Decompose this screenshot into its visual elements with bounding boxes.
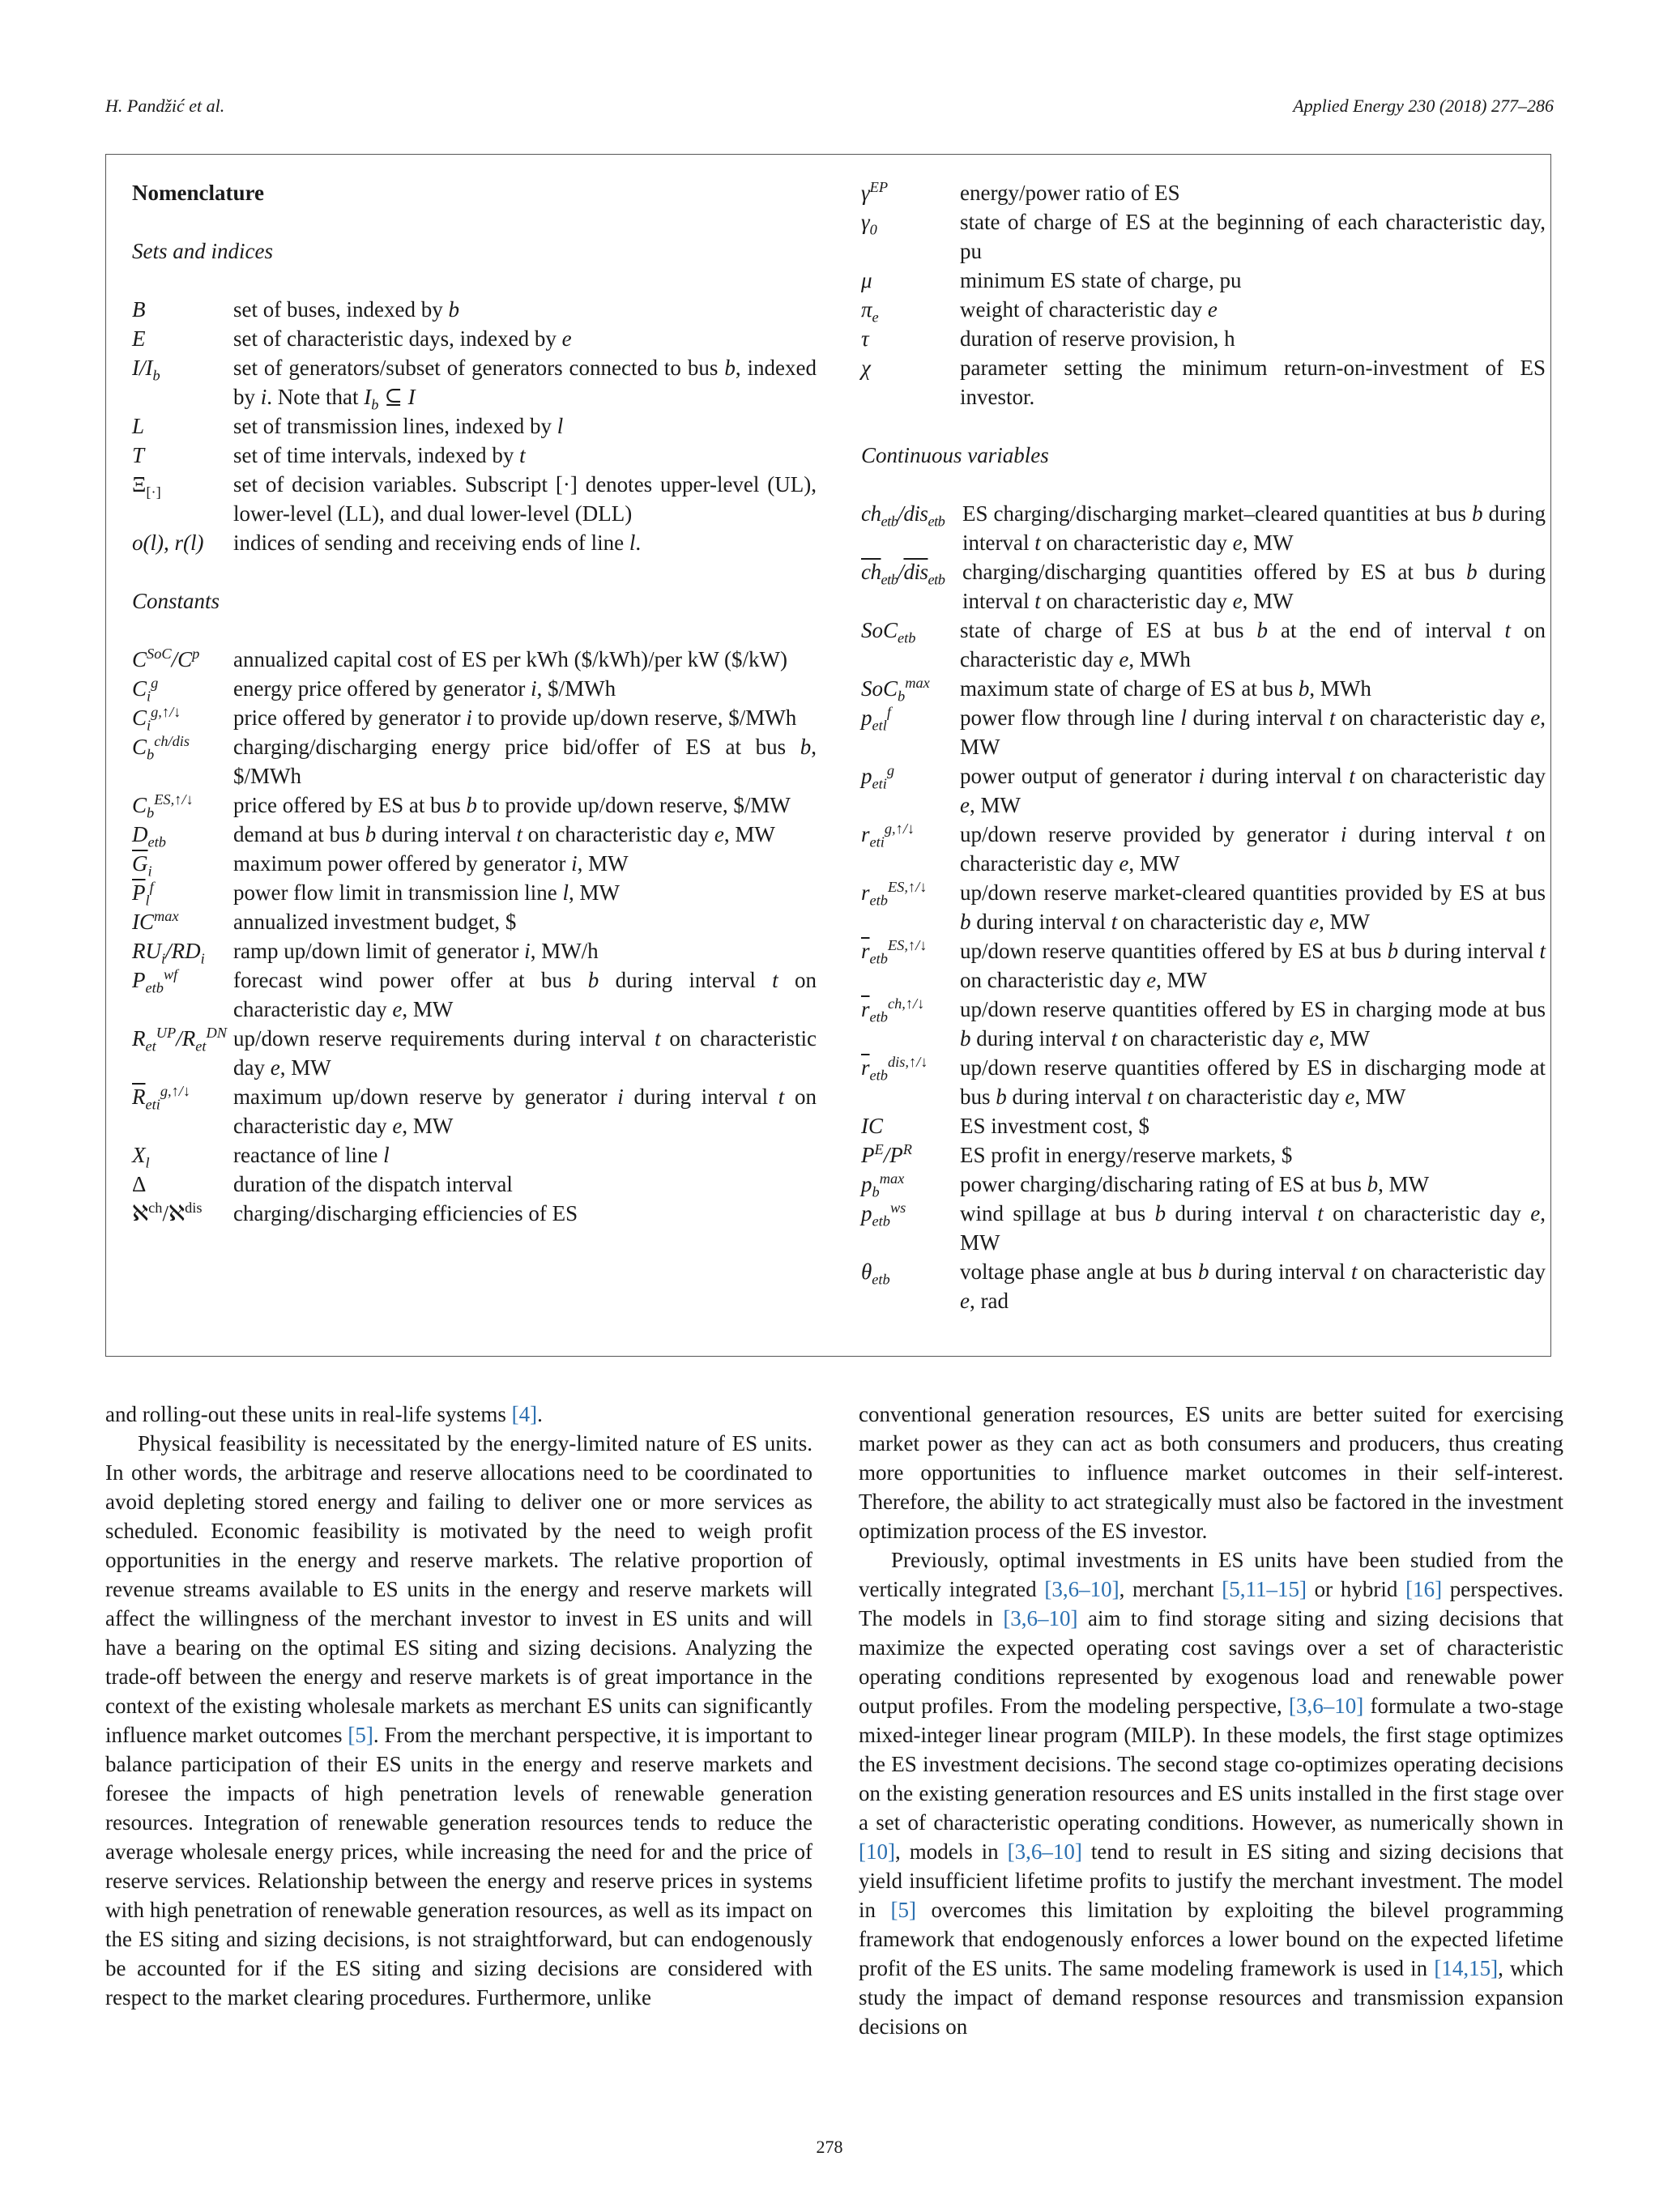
definition: maximum state of charge of ES at bus b, MWh bbox=[960, 676, 1371, 701]
page-number: 278 bbox=[816, 2137, 843, 2157]
paragraph: conventional generation resources, ES units are better suited for exercising market power as they can act as both consumers and producers, thus creating more opportunities to influence market outcomes in their self-interest. Therefore, the ability to act strategically must also be factored in the investment optimization process of the ES investor. bbox=[859, 1402, 1563, 1543]
nomenclature-entry bbox=[132, 441, 817, 470]
nomenclature-entry bbox=[861, 936, 1546, 995]
nomenclature-entry bbox=[132, 1170, 817, 1199]
nomenclature-entry bbox=[861, 1257, 1546, 1315]
citation-link[interactable]: [5] bbox=[890, 1898, 916, 1922]
definition: set of time intervals, indexed by t bbox=[233, 443, 526, 467]
definition: duration of reserve provision, h bbox=[960, 326, 1235, 351]
paragraph: and rolling-out these units in real-life systems [4]. bbox=[105, 1402, 543, 1426]
variables-heading: Continuous variables bbox=[861, 443, 1049, 467]
definition: set of decision variables. Subscript [·] denotes upper-level (UL), lower-level (LL), and dual lower-level (DLL) bbox=[233, 472, 817, 526]
symbol: $P_{etb}^{wf}$ bbox=[132, 966, 178, 996]
definition: ES profit in energy/reserve markets, $ bbox=[960, 1143, 1293, 1167]
nomenclature-entry bbox=[132, 411, 817, 441]
citation-link[interactable]: [10] bbox=[859, 1839, 895, 1864]
definition: charging/discharging quantities offered by ES at bus b during interval t on characteristic day e, MW bbox=[962, 560, 1546, 613]
definition: power flow limit in transmission line l, MW bbox=[233, 880, 620, 905]
definition: parameter setting the minimum return-on-investment of ES investor. bbox=[960, 356, 1546, 409]
nomenclature-entry bbox=[861, 1111, 1546, 1140]
citation-link[interactable]: [3,6–10] bbox=[1007, 1839, 1082, 1864]
nomenclature-entry bbox=[861, 1199, 1546, 1257]
running-header-authors: H. Pandžić et al. bbox=[105, 96, 225, 116]
definition: up/down reserve quantities offered by ES at bus b during interval t on characteristic day e, MW bbox=[960, 939, 1546, 992]
symbol: $C_b^{ch/dis}$ bbox=[132, 733, 190, 763]
definition: annualized capital cost of ES per kWh ($/kWh)/per kW ($/kW) bbox=[233, 647, 788, 671]
symbol: $ch_{etb}/dis_{etb}$ bbox=[861, 501, 945, 530]
citation-link[interactable]: [14,15] bbox=[1434, 1956, 1499, 1980]
nomenclature-entry bbox=[132, 1082, 817, 1140]
nomenclature-entry bbox=[132, 732, 817, 791]
symbol: $\theta_{etb}$ bbox=[861, 1259, 890, 1288]
nomenclature-entry bbox=[861, 616, 1546, 674]
paragraph: Physical feasibility is necessitated by the energy-limited nature of ES units. In other words, the arbitrage and reserve allocations need to be coordinated to avoid depleting stored energy and failing to deliver one or more services as scheduled. Economic feasibility is motivated by the need to weigh profit opportunities in the energy and reserve markets. The relative proportion of revenue streams available to ES units in the energy and reserve markets will affect the willingness of the merchant investor to invest in ES units and will have a bearing on the optimal ES siting and sizing decisions. Analyzing the trade-off between the energy and reserve markets is of great importance in the context of the existing wholesale markets as merchant ES units can significantly influence market outcomes [5]. From the merchant perspective, it is important to balance participation of their ES units in the energy and reserve markets and foresee the impacts of high penetration levels of renewable generation resources. Integration of renewable generation resources tends to reduce the average wholesale energy prices, while increasing the need for and the price of reserve services. Relationship between the energy and reserve prices in systems with high penetration of renewable generation resources, as well as its impact on the ES siting and sizing decisions, is not straightforward, but can endogenously be accounted for if the ES siting and sizing decisions are considered with respect to the market clearing procedures. Furthermore, unlike bbox=[105, 1431, 813, 2010]
definition: ES investment cost, $ bbox=[960, 1114, 1149, 1138]
definition: energy/power ratio of ES bbox=[960, 181, 1180, 205]
definition: set of generators/subset of generators connected to bus b, indexed by i. Note that $I_b$ ⊆ I bbox=[233, 356, 817, 413]
symbol: $p_{eti}^g$ bbox=[861, 762, 895, 792]
nomenclature-entry bbox=[132, 791, 817, 820]
symbol: μ bbox=[861, 268, 872, 292]
nomenclature-entry bbox=[861, 820, 1546, 878]
definition: up/down reserve provided by generator i during interval t on characteristic day e, MW bbox=[960, 822, 1546, 876]
symbol: $RU_i/RD_i$ bbox=[132, 939, 205, 967]
symbol: o(l), r(l) bbox=[132, 531, 204, 555]
symbol: $\gamma_0$ bbox=[861, 210, 877, 238]
symbol: $C_b^{ES,↑/↓}$ bbox=[132, 791, 194, 821]
definition: voltage phase angle at bus b during interval t on characteristic day e, rad bbox=[960, 1259, 1546, 1313]
symbol: $p_b^{max}$ bbox=[861, 1170, 905, 1200]
symbol: $\pi_e$ bbox=[861, 297, 879, 326]
symbol: IC bbox=[861, 1114, 883, 1138]
symbol: Δ bbox=[132, 1172, 147, 1196]
nomenclature-entry bbox=[861, 499, 1546, 557]
nomenclature-entry bbox=[861, 353, 1546, 411]
definition: weight of characteristic day e bbox=[960, 297, 1218, 322]
nomenclature-entry bbox=[132, 820, 817, 849]
nomenclature-entry bbox=[861, 761, 1546, 820]
symbol: L bbox=[132, 414, 145, 438]
definition: up/down reserve quantities offered by ES in discharging mode at bus b during interval t on characteristic day e, MW bbox=[960, 1055, 1546, 1109]
definition: charging/discharging energy price bid/offer of ES at bus b, $/MWh bbox=[233, 735, 817, 788]
symbol: $IC^{max}$ bbox=[132, 908, 179, 934]
definition: price offered by generator i to provide up/down reserve, $/MWh bbox=[233, 705, 797, 730]
nomenclature-entry bbox=[861, 995, 1546, 1053]
sets-heading: Sets and indices bbox=[132, 239, 273, 263]
definition: state of charge of ES at bus b at the end of interval t on characteristic day e, MWh bbox=[960, 618, 1546, 671]
citation-link[interactable]: [5,11–15] bbox=[1222, 1577, 1307, 1601]
definition: state of charge of ES at the beginning of each characteristic day, pu bbox=[960, 210, 1546, 263]
nomenclature-entry bbox=[861, 1053, 1546, 1111]
definition: power charging/discharing rating of ES at bus b, MW bbox=[960, 1172, 1430, 1196]
definition: ES charging/discharging market–cleared quantities at bus b during interval t on characteristic day e, MW bbox=[962, 501, 1546, 555]
definition: power output of generator i during interval t on characteristic day e, MW bbox=[960, 764, 1546, 817]
symbol: τ bbox=[861, 326, 869, 351]
definition: set of characteristic days, indexed by e bbox=[233, 326, 572, 351]
nomenclature-entry bbox=[132, 324, 817, 353]
definition: minimum ES state of charge, pu bbox=[960, 268, 1242, 292]
nomenclature-entry bbox=[132, 645, 817, 674]
symbol: $r_{eti}^{g,↑/↓}$ bbox=[861, 820, 915, 850]
nomenclature-entry bbox=[132, 907, 817, 936]
nomenclature-entry bbox=[132, 849, 817, 878]
definition: reactance of line l bbox=[233, 1143, 390, 1167]
nomenclature-entry bbox=[861, 324, 1546, 353]
nomenclature-entry bbox=[861, 207, 1546, 266]
nomenclature-right-column bbox=[861, 178, 1546, 1315]
symbol: $C_i^{g,↑/↓}$ bbox=[132, 704, 181, 734]
symbol: $I/I_b$ bbox=[132, 356, 160, 384]
nomenclature-entry bbox=[861, 557, 1546, 616]
variables-list bbox=[861, 499, 1546, 1315]
definition: power flow through line l during interval t on characteristic day e, MW bbox=[960, 705, 1546, 759]
definition: indices of sending and receiving ends of line l. bbox=[233, 531, 642, 555]
nomenclature-entry bbox=[132, 878, 817, 907]
nomenclature-entry bbox=[861, 1140, 1546, 1170]
nomenclature-title: Nomenclature bbox=[132, 181, 264, 205]
definition: maximum up/down reserve by generator i during interval t on characteristic day e, MW bbox=[233, 1085, 817, 1138]
definition: charging/discharging efficiencies of ES bbox=[233, 1201, 578, 1225]
nomenclature-entry bbox=[132, 965, 817, 1024]
definition: up/down reserve market-cleared quantities provided by ES at bus b during interval t on characteristic day e, MW bbox=[960, 880, 1546, 934]
definition: ramp up/down limit of generator i, MW/h bbox=[233, 939, 599, 963]
definition: duration of the dispatch interval bbox=[233, 1172, 513, 1196]
symbol: $\overline{r}_{etb}^{dis,↑/↓}$ bbox=[861, 1054, 928, 1084]
symbol: $\gamma^{EP}$ bbox=[861, 179, 889, 205]
body-text-right-column bbox=[859, 1400, 1563, 2041]
constants-heading: Constants bbox=[132, 589, 220, 613]
symbol: $C_i^g$ bbox=[132, 675, 159, 705]
symbol: $p_{etl}^f$ bbox=[861, 704, 891, 734]
paragraph: Previously, optimal investments in ES units have been studied from the vertically integrated [3,6–10], merchant [5,11–15] or hybrid [16] perspectives. The models in [3,6–10] aim to find storage siting and sizing decisions that maximize the expected operating cost savings over a set of characteristic operating conditions represented by exogenous load and renewable power output profiles. From the modeling perspective, [3,6–10] formulate a two-stage mixed-integer linear program (MILP). In these models, the first stage optimizes the ES investment decisions. The second stage co-optimizes operating decisions on the existing generation resources and ES units installed in the first stage over a set of characteristic operating conditions. However, as numerically shown in [10], models in [3,6–10] tend to result in ES siting and sizing decisions that yield insufficient lifetime profits to justify the merchant investment. The model in [5] overcomes this limitation by exploiting the bilevel programming framework that endogenously enforces a lower bound on the expected lifetime profit of the ES units. The same modeling framework is used in [14,15], which study the impact of demand response resources and transmission expansion decisions on bbox=[859, 1548, 1564, 2039]
nomenclature-entry bbox=[861, 674, 1546, 703]
definition: maximum power offered by generator i, MW bbox=[233, 851, 629, 876]
symbol: $\overline{R}_{eti}^{g,↑/↓}$ bbox=[132, 1083, 191, 1113]
nomenclature-entry bbox=[132, 1024, 817, 1082]
citation-link[interactable]: [3,6–10] bbox=[1289, 1694, 1364, 1718]
nomenclature-entry bbox=[132, 295, 817, 324]
nomenclature-entry bbox=[861, 878, 1546, 936]
symbol: $D_{etb}$ bbox=[132, 822, 166, 850]
symbol: E bbox=[132, 326, 146, 351]
nomenclature-entry bbox=[132, 353, 817, 411]
symbol: $\Xi_{[\cdot]}$ bbox=[132, 472, 161, 501]
definition: wind spillage at bus b during interval t on characteristic day e, MW bbox=[960, 1201, 1546, 1255]
definition: set of buses, indexed by b bbox=[233, 297, 459, 322]
citation-link[interactable]: [16] bbox=[1405, 1577, 1443, 1601]
definition: annualized investment budget, $ bbox=[233, 910, 517, 934]
nomenclature-entry bbox=[132, 936, 817, 965]
symbol: ℵ$^{ch}$/ℵ$^{dis}$ bbox=[132, 1200, 203, 1225]
running-header-journal: Applied Energy 230 (2018) 277–286 bbox=[1293, 96, 1554, 116]
symbol: $\overline{r}_{etb}^{ES,↑/↓}$ bbox=[861, 937, 928, 967]
nomenclature-entry bbox=[132, 1199, 817, 1228]
citation-link[interactable]: [3,6–10] bbox=[1044, 1577, 1120, 1601]
citation-link[interactable]: [4] bbox=[511, 1402, 538, 1426]
nomenclature-entry bbox=[132, 528, 817, 557]
citation-link[interactable]: [5] bbox=[348, 1723, 373, 1747]
nomenclature-entry bbox=[132, 674, 817, 703]
nomenclature-entry bbox=[861, 1170, 1546, 1199]
constants-continued-list bbox=[861, 178, 1546, 411]
definition: set of transmission lines, indexed by l bbox=[233, 414, 564, 438]
definition: up/down reserve quantities offered by ES in charging mode at bus b during interval t on characteristic day e, MW bbox=[960, 997, 1546, 1051]
symbol: χ bbox=[861, 356, 871, 380]
definition: up/down reserve requirements during interval t on characteristic day e, MW bbox=[233, 1026, 817, 1080]
symbol: B bbox=[132, 297, 146, 322]
symbol: $X_l$ bbox=[132, 1143, 150, 1171]
symbol: $C^{SoC}/C^p$ bbox=[132, 646, 200, 671]
nomenclature-entry bbox=[132, 703, 817, 732]
symbol: $\overline{ch}_{etb}/\overline{dis}_{etb}$ bbox=[861, 560, 945, 588]
citation-link[interactable]: [3,6–10] bbox=[1003, 1606, 1078, 1630]
body-text-left-column bbox=[105, 1400, 812, 2012]
constants-list bbox=[132, 645, 817, 1228]
symbol: $R_{et}^{UP}/R_{et}^{DN}$ bbox=[132, 1025, 227, 1055]
nomenclature-left-column bbox=[132, 178, 817, 1228]
nomenclature-entry bbox=[861, 266, 1546, 295]
symbol: SoC$_{etb}$ bbox=[861, 618, 916, 646]
nomenclature-entry bbox=[861, 178, 1546, 207]
nomenclature-entry bbox=[861, 295, 1546, 324]
definition: demand at bus b during interval t on characteristic day e, MW bbox=[233, 822, 775, 846]
symbol: $\overline{r}_{etb}^{ch,↑/↓}$ bbox=[861, 995, 925, 1025]
nomenclature-entry bbox=[132, 470, 817, 528]
definition: price offered by ES at bus b to provide up/down reserve, $/MW bbox=[233, 793, 791, 817]
symbol: $r_{etb}^{ES,↑/↓}$ bbox=[861, 879, 928, 909]
symbol: T bbox=[132, 443, 145, 467]
definition: energy price offered by generator i, $/MWh bbox=[233, 676, 616, 701]
symbol: $P^E/P^R$ bbox=[861, 1141, 912, 1167]
nomenclature-entry bbox=[861, 703, 1546, 761]
nomenclature-entry bbox=[132, 1140, 817, 1170]
symbol: $\overline{P}_l^f$ bbox=[132, 879, 154, 909]
symbol: $p_{etb}^{ws}$ bbox=[861, 1200, 906, 1230]
symbol: SoC$_b^{max}$ bbox=[861, 675, 930, 705]
symbol: $\overline{G}_i$ bbox=[132, 851, 152, 880]
definition: forecast wind power offer at bus b during interval t on characteristic day e, MW bbox=[233, 968, 817, 1021]
sets-list bbox=[132, 295, 817, 557]
